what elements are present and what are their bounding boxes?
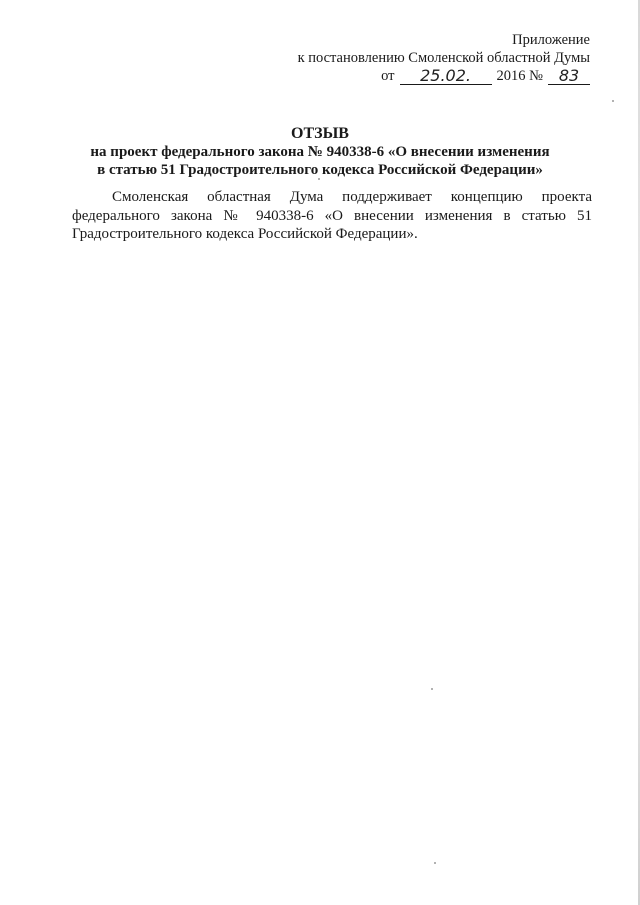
handwritten-number: 83 [548,67,590,85]
scan-speck [434,862,436,864]
handwritten-date: 25.02. [400,67,492,85]
subject-line-1: на проект федерального закона № 940338-6 «О внесении изменения [90,144,550,160]
subject-line-2: в статью 51 Градостроительного кодекса Российской Федерации» [97,162,543,178]
scan-speck [612,100,614,102]
date-prefix: от [381,68,395,84]
date-number-line [381,67,590,85]
resolution-reference: к постановлению Смоленской областной Думы [297,50,590,66]
document-heading: ОТЗЫВ [291,125,349,142]
body-paragraph: Смоленская областная Дума поддерживает концепцию проекта федерального закона № 940338-6 «О внесении изменения в статью 51 Градостроительного кодекса Российской Федерации». [72,189,592,242]
year-number-label: 2016 № [496,68,543,84]
scan-speck [318,178,320,180]
appendix-label: Приложение [512,32,590,48]
scan-speck [431,688,433,690]
